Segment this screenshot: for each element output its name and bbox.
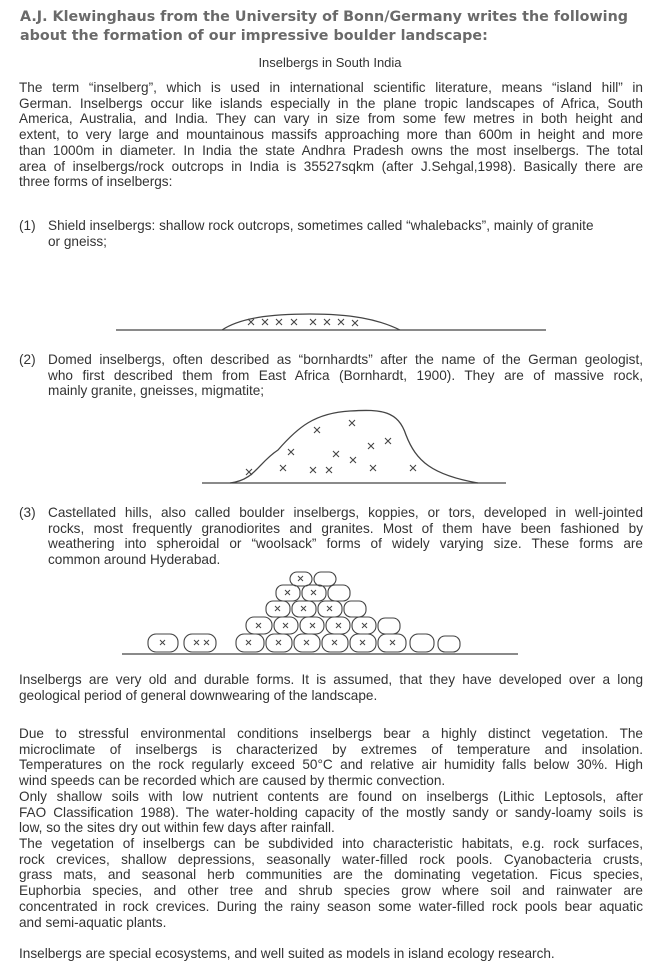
closing-sentence: Inselbergs are special ecosystems, and well suited as models in island ecology research.	[19, 946, 555, 961]
text-line: mainly granite, gneisses, migmatite;	[48, 383, 265, 399]
article-header	[20, 8, 628, 46]
rock-cross-marks	[246, 420, 416, 475]
form-1-text	[48, 218, 643, 249]
text-line: The term “inselberg”, which is used in international scientific literature, means “island hill” in	[19, 80, 643, 95]
text-line: Due to stressful environmental conditions inselbergs bear a highly distinct vegetation. The	[19, 726, 643, 741]
form-3-number: (3)	[19, 505, 36, 520]
text-line: The vegetation of inselbergs can be subdivided into characteristic habitats, e.g. rock surfaces,	[19, 836, 643, 851]
age-paragraph	[19, 672, 643, 703]
text-line: or gneiss;	[48, 233, 107, 249]
text-line: than 1000m in diameter. In India the state Andhra Pradesh owns the most inselbergs. The total	[19, 142, 643, 158]
text-line: Domed inselbergs, often described as “bornhardts” after the name of the German geologist,	[48, 352, 643, 367]
soils-paragraph	[19, 789, 643, 836]
text-line: Inselbergs are very old and durable forms. It is assumed, that they have developed over a long	[19, 672, 643, 687]
form-2-text	[48, 352, 643, 399]
document-title: Inselbergs in South India	[258, 55, 402, 70]
text-line: Euphorbia species, and other tree and shrub species grow where soil and rainwater are	[19, 883, 643, 899]
text-line: weathering into spheroidal or “woolsack” forms of widely varying size. These forms are	[48, 536, 643, 552]
text-line: Temperatures on the rock regularly exceed 50°C and relative air humidity falls below 30%. High	[19, 757, 643, 773]
text-line: three forms of inselbergs:	[19, 174, 173, 190]
shield-inselberg-sketch	[110, 305, 550, 335]
text-line: area of inselbergs/rock outcrops in India is 35527sqkm (after J.Sehgal,1998). Basically there are	[19, 158, 643, 174]
text-line: low, so the sites dry out within few days after rainfall.	[19, 820, 335, 836]
text-line: Shield inselbergs: shallow rock outcrops, sometimes called “whalebacks”, mainly of granite	[48, 218, 594, 233]
rock-cross-marks	[248, 319, 358, 326]
habitats-paragraph	[19, 836, 643, 930]
text-line: concentrated in rock crevices. During the rainy season some water-filled rock pools bear aquatic	[19, 898, 643, 914]
domed-inselberg-sketch	[200, 405, 510, 490]
text-line: rock crevices, shallow depressions, seasonally water-filled rock pools. Cyanobacteria crusts,	[19, 851, 643, 867]
text-line: extent, to very large and mountainous massifs approaching more than 600m in height and more	[19, 127, 643, 143]
text-line: geological period of general downwearing of the landscape.	[19, 687, 378, 703]
header-line-2: about the formation of our impressive boulder landscape:	[20, 28, 488, 44]
header-line-1: A.J. Klewinghaus from the University of Bonn/Germany writes the following	[20, 9, 628, 25]
text-line: and semi-aquatic plants.	[19, 914, 167, 930]
text-line: microclimate of inselbergs is characterized by extremes of temperature and insolation.	[19, 741, 643, 757]
castellated-hill-sketch	[120, 568, 520, 660]
text-line: FAO Classification 1988). The water-holding capacity of the mostly sandy or sandy-loamy soils is	[19, 804, 643, 820]
text-line: who first described them from East Africa (Bornhardt, 1900). They are of massive rock,	[48, 367, 643, 383]
text-line: grass mats, and seasonal herb communities are the dominating vegetation. Ficus species,	[19, 867, 643, 883]
text-line: wind speeds can be recorded which are caused by thermic convection.	[19, 773, 446, 789]
intro-paragraph	[19, 80, 643, 190]
text-line: Only shallow soils with low nutrient contents are found on inselbergs (Lithic Leptosols, after	[19, 789, 643, 804]
form-3-text	[48, 505, 643, 568]
text-line: common around Hyderabad.	[48, 552, 221, 568]
form-2-number: (2)	[19, 352, 36, 367]
rock-cross-marks	[160, 576, 395, 645]
form-1-number: (1)	[19, 218, 36, 233]
text-line: America, Australia, and India. They can vary in size from some few metres in both height and	[19, 111, 643, 127]
text-line: rocks, most frequently granodiorites and granites. Most of them have been fashioned by	[48, 520, 643, 536]
text-line: Castellated hills, also called boulder inselbergs, koppies, or tors, developed in well-jointed	[48, 505, 643, 520]
text-line: German. Inselbergs occur like islands especially in the plane tropic landscapes of Africa, South	[19, 95, 643, 111]
vegetation-paragraph	[19, 726, 643, 789]
